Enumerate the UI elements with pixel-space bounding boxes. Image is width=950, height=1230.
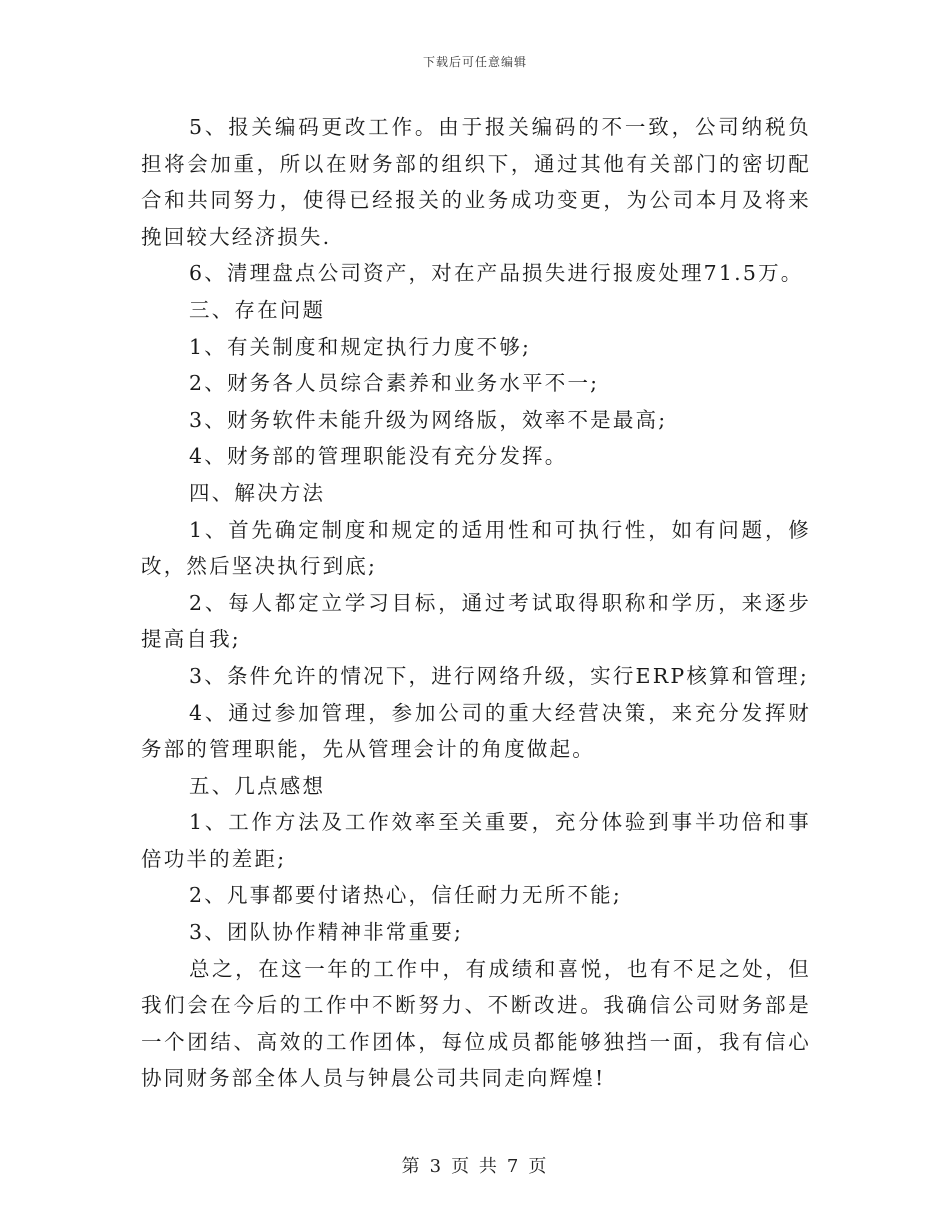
current-page-number: 3 [429,1156,444,1177]
paragraph-solution-3: 3、条件允许的情况下，进行网络升级，实行ERP核算和管理; [189,663,809,688]
page-mid: 页 共 [451,1156,499,1177]
paragraph-thought-3: 3、团队协作精神非常重要; [189,920,464,945]
page-suffix: 页 [528,1156,549,1177]
page-footer [0,1152,950,1178]
section-heading-problems: 三、存在问题 [189,297,326,322]
section-heading-solutions: 四、解决方法 [189,480,326,505]
paragraph-thought-2: 2、凡事都要付诸热心，信任耐力无所不能; [189,883,622,908]
paragraph-thought-1: 1、工作方法及工作效率至关重要，充分体验到事半功倍和事倍功半的差距; [141,810,811,871]
paragraph-problem-3: 3、财务软件未能升级为网络版，效率不是最高; [189,407,668,432]
page-header: 下载后可任意编辑 [422,55,527,69]
paragraph-solution-2: 2、每人都定立学习目标，通过考试取得职称和学历，来逐步提高自我; [141,590,811,652]
paragraph-problem-2: 2、财务各人员综合素养和业务水平不一; [189,371,600,396]
paragraph-asset-inventory: 6、清理盘点公司资产，对在产品损失进行报废处理71.5万。 [189,261,804,286]
page-prefix: 第 [401,1156,422,1177]
total-pages-number: 7 [506,1156,521,1177]
document-body [141,109,811,1097]
paragraph-problem-1: 1、有关制度和规定执行力度不够; [189,334,532,359]
paragraph-customs-code: 5、报关编码更改工作。由于报关编码的不一致，公司纳税负担将会加重，所以在财务部的组织下，通过其他有关部门的密切配合和共同努力，使得已经报关的业务成功变更，为公司本月及将来挽回较大经济损失. [141,115,811,249]
paragraph-solution-4: 4、通过参加管理，参加公司的重大经营决策，来充分发挥财务部的管理职能，先从管理会计的角度做起。 [141,700,811,762]
paragraph-conclusion: 总之，在这一年的工作中，有成绩和喜悦，也有不足之处，但我们会在今后的工作中不断努力、不断改进。我确信公司财务部是一个团结、高效的工作团体，每位成员都能够独挡一面，我有信心协同财务部全体人员与钟晨公司共同走向辉煌! [141,956,811,1091]
section-heading-thoughts: 五、几点感想 [189,773,326,798]
paragraph-solution-1: 1、首先确定制度和规定的适用性和可执行性，如有问题，修改，然后坚决执行到底; [141,517,811,579]
paragraph-problem-4: 4、财务部的管理职能没有充分发挥。 [189,444,568,469]
